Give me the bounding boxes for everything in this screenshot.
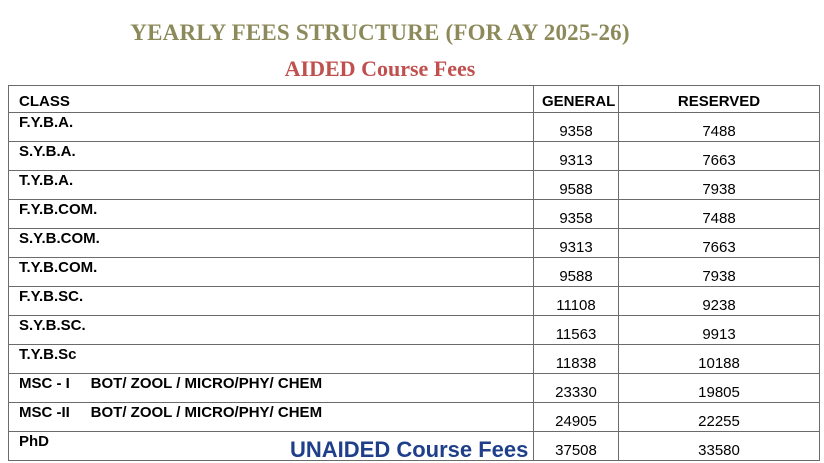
column-header-general: GENERAL [534,86,619,113]
cell-class: T.Y.B.COM. [9,258,534,287]
cell-reserved: 7488 [619,113,820,142]
cell-general: 23330 [534,374,619,403]
cell-reserved: 22255 [619,403,820,432]
table-row [9,345,820,374]
table-row [9,403,820,432]
cell-class: T.Y.B.A. [9,171,534,200]
table-header-row [9,86,820,113]
cell-class: S.Y.B.A. [9,142,534,171]
cell-class: F.Y.B.COM. [9,200,534,229]
page-title: YEARLY FEES STRUCTURE (FOR AY 2025-26) [130,20,630,45]
cell-class: MSC -II BOT/ ZOOL / MICRO/PHY/ CHEM [9,403,534,432]
cell-general: 9588 [534,171,619,200]
cell-reserved: 7663 [619,142,820,171]
table-row [9,171,820,200]
table-row [9,113,820,142]
fees-table [8,85,820,461]
cell-general: 9358 [534,200,619,229]
cell-class: F.Y.B.A. [9,113,534,142]
cell-reserved: 9913 [619,316,820,345]
cell-class: F.Y.B.SC. [9,287,534,316]
column-header-class: CLASS [9,86,534,113]
cell-general: 11108 [534,287,619,316]
cell-general: 9313 [534,142,619,171]
cell-class: T.Y.B.Sc [9,345,534,374]
cell-general: 24905 [534,403,619,432]
cell-class: S.Y.B.COM. [9,229,534,258]
next-section-title: UNAIDED Course Fees [290,437,529,462]
cell-general: 9588 [534,258,619,287]
table-row [9,374,820,403]
cell-class: PhD [9,432,534,461]
cell-reserved: 7488 [619,200,820,229]
table-row [9,142,820,171]
table-row [9,258,820,287]
cell-reserved: 9238 [619,287,820,316]
table-row [9,287,820,316]
cell-general: 11838 [534,345,619,374]
cell-reserved: 7938 [619,258,820,287]
cell-general: 9313 [534,229,619,258]
column-header-reserved: RESERVED [619,86,820,113]
cell-general: 9358 [534,113,619,142]
table-row [9,316,820,345]
cell-reserved: 33580 [619,432,820,461]
cell-class: MSC - I BOT/ ZOOL / MICRO/PHY/ CHEM [9,374,534,403]
cell-general: 11563 [534,316,619,345]
cell-class: S.Y.B.SC. [9,316,534,345]
table-row [9,229,820,258]
fees-table-body [9,113,820,461]
cell-reserved: 7938 [619,171,820,200]
cell-general: 37508 [534,432,619,461]
cell-reserved: 19805 [619,374,820,403]
table-row [9,200,820,229]
cell-reserved: 7663 [619,229,820,258]
cell-reserved: 10188 [619,345,820,374]
section-subtitle: AIDED Course Fees [284,56,476,81]
